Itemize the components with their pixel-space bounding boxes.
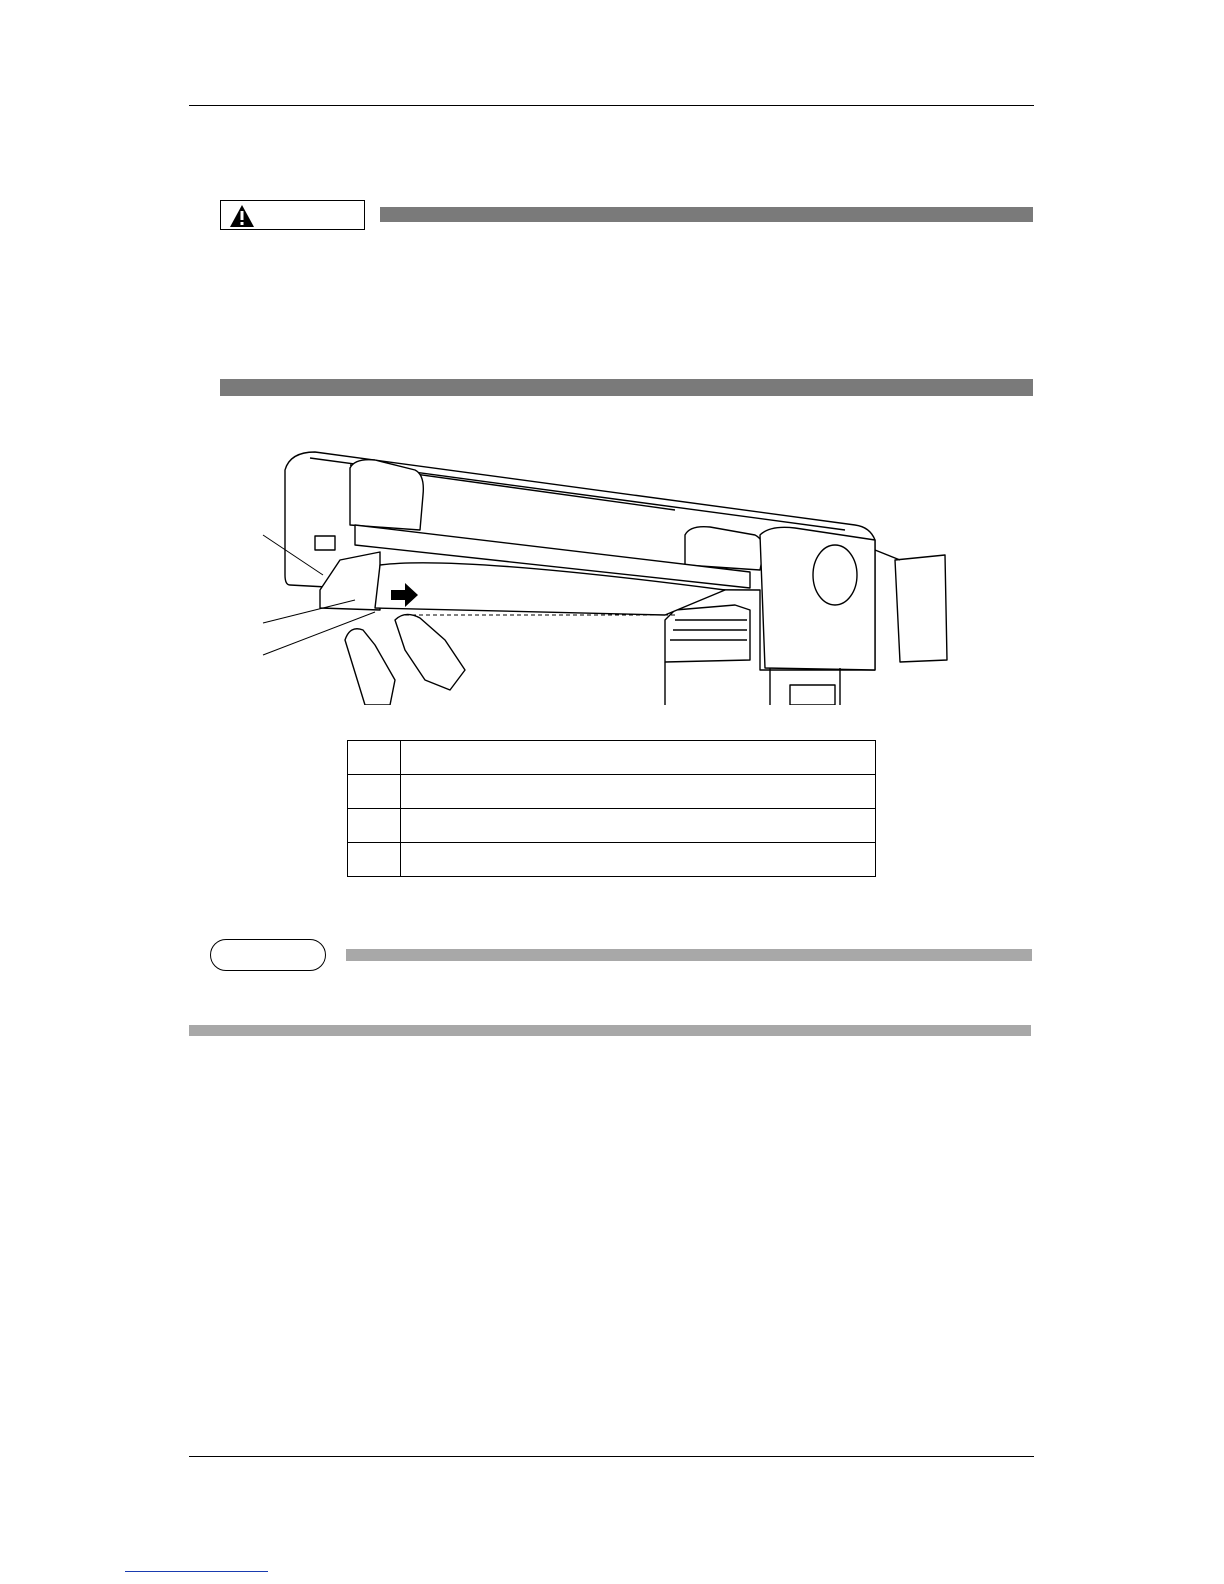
section-bar (220, 379, 1033, 396)
right-end-panel (760, 527, 875, 670)
note-bar (346, 949, 1032, 961)
legend-text (401, 741, 876, 775)
footer-rule (189, 1456, 1034, 1457)
note-label (210, 939, 326, 971)
table-row (348, 809, 876, 843)
legend-text (401, 809, 876, 843)
left-cover (350, 460, 423, 530)
stand-box (790, 685, 835, 705)
table-row (348, 775, 876, 809)
bottom-section-bar (189, 1025, 1031, 1036)
header-rule (189, 105, 1034, 106)
warning-bar (380, 207, 1033, 222)
table-row (348, 843, 876, 877)
table-row (348, 741, 876, 775)
legend-number (348, 741, 401, 775)
warning-label (220, 200, 365, 230)
right-hand (395, 614, 465, 690)
footer-link[interactable] (125, 1570, 268, 1572)
left-hand (345, 629, 395, 705)
control-panel-square (315, 536, 335, 550)
legend-text (401, 843, 876, 877)
side-knob (813, 545, 857, 605)
printer-illustration (255, 440, 955, 705)
leader-line-icon (263, 600, 355, 623)
side-tank (895, 555, 947, 662)
legend-table (347, 740, 876, 877)
legend-number (348, 775, 401, 809)
warning-triangle-icon (229, 204, 255, 228)
legend-number (348, 809, 401, 843)
legend-text (401, 775, 876, 809)
platen-right (665, 605, 750, 662)
legend-number (348, 843, 401, 877)
